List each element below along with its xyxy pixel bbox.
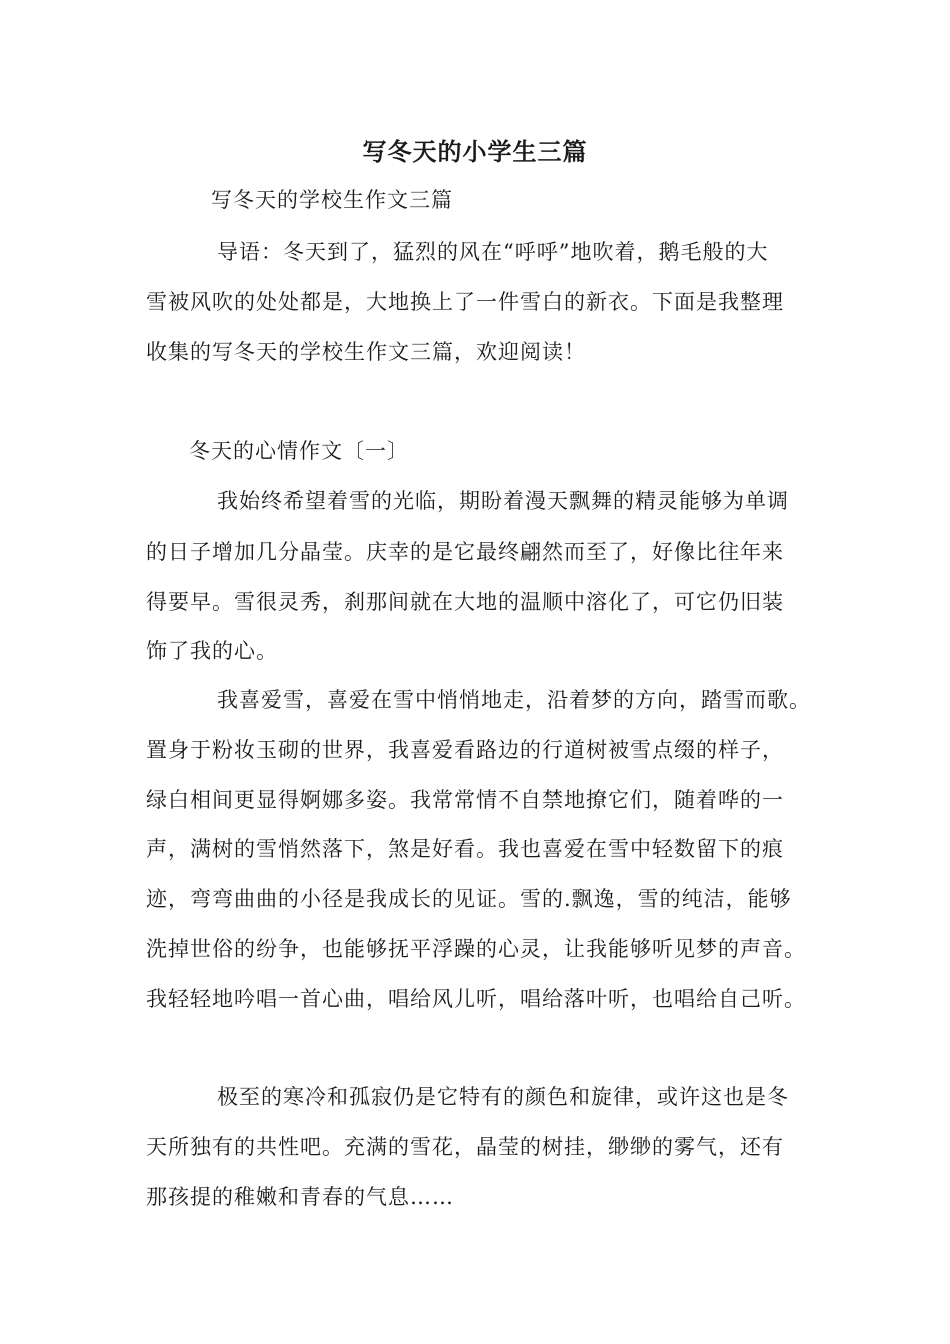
paragraph-2-line-6: 洗掉世俗的纷争，也能够抚平浮躁的心灵，让我能够听见梦的声音。 [146,937,806,961]
subtitle-line: 写冬天的学校生作文三篇 [211,188,453,212]
paragraph-1-line-3: 得要早。雪很灵秀，刹那间就在大地的温顺中溶化了，可它仍旧装 [146,590,784,614]
paragraph-1-line-4: 饰了我的心。 [146,639,278,663]
paragraph-2-line-5: 迹，弯弯曲曲的小径是我成长的见证。雪的.飘逸，雪的纯洁，能够 [146,887,792,911]
intro-line-2: 雪被风吹的处处都是，大地换上了一件雪白的新衣。下面是我整理 [146,290,784,314]
paragraph-2-line-7: 我轻轻地吟唱一首心曲，唱给风儿听，唱给落叶听，也唱给自己听。 [146,987,806,1011]
paragraph-1-line-2: 的日子增加几分晶莹。庆幸的是它最终翩然而至了，好像比往年来 [146,540,784,564]
paragraph-2-line-1: 我喜爱雪，喜爱在雪中悄悄地走，沿着梦的方向，踏雪而歌。 [217,688,811,712]
section-heading: 冬天的心情作文〔一〕 [189,439,409,463]
paragraph-3-line-3: 那孩提的稚嫩和青春的气息…… [146,1185,454,1209]
paragraph-1-line-1: 我始终希望着雪的光临，期盼着漫天飘舞的精灵能够为单调 [217,489,789,513]
intro-line-1: 导语：冬天到了，猛烈的风在“呼呼”地吹着，鹅毛般的大 [217,240,769,264]
intro-line-3: 收集的写冬天的学校生作文三篇，欢迎阅读！ [146,340,586,364]
paragraph-2-line-3: 绿白相间更显得婀娜多姿。我常常情不自禁地撩它们，随着哗的一 [146,788,784,812]
paragraph-3-line-2: 天所独有的共性吧。充满的雪花，晶莹的树挂，缈缈的雾气，还有 [146,1135,784,1159]
document-title: 写冬天的小学生三篇 [362,137,588,166]
paragraph-2-line-2: 置身于粉妆玉砌的世界，我喜爱看路边的行道树被雪点缀的样子， [146,738,784,762]
paragraph-2-line-4: 声，满树的雪悄然落下，煞是好看。我也喜爱在雪中轻数留下的痕 [146,837,784,861]
paragraph-3-line-1: 极至的寒冷和孤寂仍是它特有的颜色和旋律，或许这也是冬 [217,1085,789,1109]
